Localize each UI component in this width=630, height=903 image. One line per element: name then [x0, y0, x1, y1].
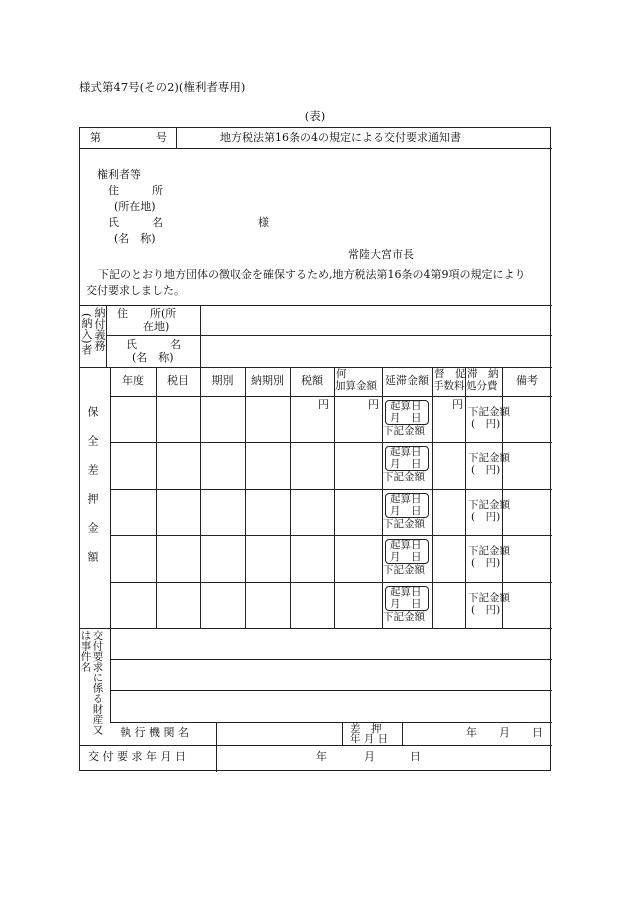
calc-date-label: 起算日 [390, 492, 422, 505]
calc-date-amount: 下記金額 [383, 564, 425, 577]
seizure-date: 年 月 日 [466, 726, 543, 739]
table-column-rule [465, 367, 466, 628]
disposal-yen: ( 円) [471, 510, 501, 523]
form-number-title: 様式第47号(その2)(権利者専用) [79, 80, 246, 94]
seizure-amount-label: 保全差押金額 [86, 406, 99, 580]
calc-date-label: 起算日 [390, 446, 422, 459]
disposal-amount: 下記金額 [468, 498, 510, 511]
calc-date-amount: 下記金額 [383, 517, 425, 530]
taxpayer-address-label: 住 所(所 [117, 307, 177, 320]
header-year: 年度 [122, 374, 144, 387]
name-sub-label: (名 称) [114, 232, 156, 245]
disposal-amount: 下記金額 [468, 545, 510, 558]
calc-date-monthday: 月 日 [390, 504, 422, 517]
table-column-rule [334, 367, 335, 628]
table-row-rule [110, 489, 552, 490]
header-period: 期別 [211, 374, 234, 387]
calc-date-monthday: 月 日 [390, 412, 422, 424]
disposal-amount: 下記金額 [468, 406, 510, 418]
taxpayer-label-b: (納入)者 [80, 313, 93, 355]
calc-date-label: 起算日 [390, 400, 422, 412]
calc-date-label: 起算日 [390, 585, 422, 598]
taxpayer-address-label2: 在地) [143, 320, 170, 333]
property-label-b: は事件名 [79, 630, 92, 672]
disposal-amount: 下記金額 [468, 591, 510, 604]
form-frame [79, 127, 551, 771]
header-addtax-b: 加算金額 [335, 380, 377, 392]
header-delay: 延滞金額 [385, 374, 429, 387]
calc-date-monthday: 月 日 [390, 597, 422, 610]
request-year: 年 [316, 750, 327, 763]
table-header-rule [110, 396, 552, 397]
request-date-label: 交 付 要 求 年 月 日 [88, 750, 186, 763]
table-column-rule [200, 367, 201, 628]
header-fee-a: 督 促 [434, 368, 466, 380]
taxpayer-name-label2: (名 称) [132, 351, 174, 364]
seizure-label-a: 差 押 [350, 723, 382, 735]
header-tax: 税額 [301, 374, 323, 387]
side-label: (表) [304, 109, 326, 123]
yen-tax: 円 [318, 398, 329, 411]
calc-date-label: 起算日 [390, 539, 422, 552]
header-addtax-a: 何 [336, 368, 347, 380]
disposal-yen: ( 円) [471, 418, 501, 430]
request-day: 日 [410, 750, 421, 763]
table-column-rule [382, 367, 383, 628]
address-label: 住 所 [108, 184, 163, 197]
calc-date-amount: 下記金額 [383, 610, 425, 623]
issuer: 常陸大宮市長 [348, 248, 414, 261]
table-row-rule [110, 442, 552, 443]
yen-addtax: 円 [368, 398, 379, 411]
header-remarks: 備考 [516, 374, 538, 387]
body-text-line1: 下記のとおり地方団体の徴収金を確保するため,地方税法第16条の4第9項の規定により [98, 268, 526, 281]
property-label-a: 交付要求に係る財産又 [91, 630, 104, 735]
rights-holder-heading: 権利者等 [97, 168, 141, 181]
disposal-yen: ( 円) [471, 603, 501, 616]
calc-date-monthday: 月 日 [390, 551, 422, 564]
header-disp-b: 処分費 [466, 380, 498, 392]
honorific: 様 [258, 216, 269, 229]
name-label: 氏 名 [108, 216, 163, 229]
request-month: 月 [364, 750, 375, 763]
yen-fee: 円 [452, 398, 463, 411]
disposal-amount: 下記金額 [468, 452, 510, 465]
taxpayer-label-a: 納付義務 [93, 307, 106, 351]
table-column-rule [290, 367, 291, 628]
table-row-rule [110, 582, 552, 583]
calc-date-amount: 下記金額 [383, 471, 425, 484]
table-column-rule [432, 367, 433, 628]
calc-date-monthday: 月 日 [390, 458, 422, 471]
header-item: 税目 [167, 374, 189, 387]
seizure-label-b: 年 月 日 [350, 733, 389, 745]
table-column-rule [245, 367, 246, 628]
calc-date-amount: 下記金額 [383, 425, 425, 437]
header-disp-a: 滞 納 [467, 368, 499, 380]
taxpayer-name-label: 氏 名 [126, 338, 181, 351]
table-row-rule [110, 535, 552, 536]
table-column-rule [156, 367, 157, 628]
document-title: 地方税法第16条の4の規定による交付要求通知書 [220, 131, 461, 144]
disposal-yen: ( 円) [471, 464, 501, 477]
number-label: 第 号 [90, 131, 167, 144]
disposal-yen: ( 円) [471, 557, 501, 570]
agency-label: 執 行 機 関 名 [120, 726, 189, 739]
header-due: 納期別 [251, 374, 284, 387]
body-text-line2: 交付要求しました。 [86, 284, 185, 297]
header-fee-b: 手数料 [433, 380, 465, 392]
address-sub-label: (所在地) [114, 200, 156, 213]
